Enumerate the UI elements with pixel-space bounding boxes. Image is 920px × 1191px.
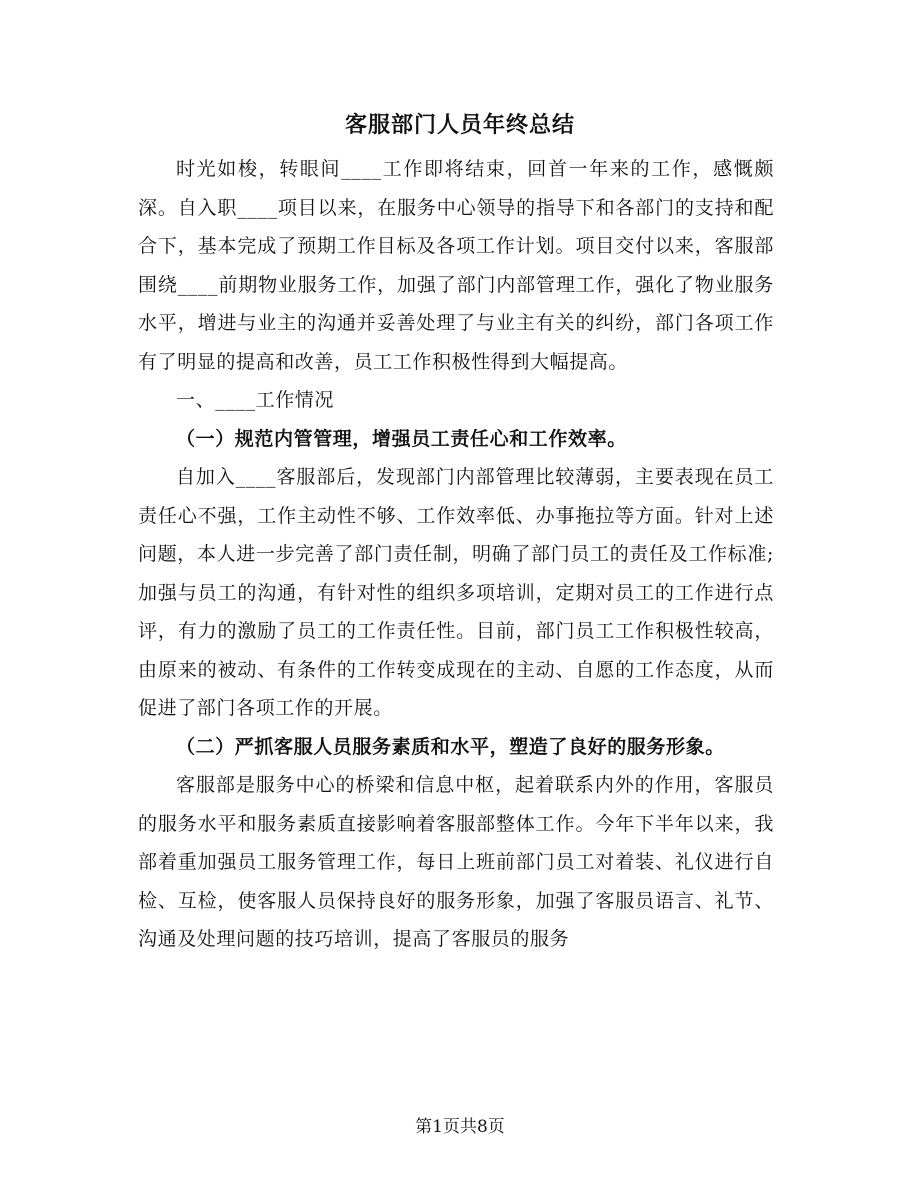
section-heading-1: 一、____工作情况 (176, 389, 335, 411)
document-title: 客服部门人员年终总结 (344, 112, 575, 138)
subsection-heading-1: （一）规范内管管理，增强员工责任心和工作效率。 (176, 427, 627, 450)
intro-paragraph: 时光如梭，转眼间____工作即将结束，回首一年来的工作，感慨颇深。自入职____项目以来，在服务中心领导的指导下和各部门的支持和配合下，基本完成了预期工作目标及各项工作计划。项目交付以来，客服部围绕____前期物业服务工作，加强了部门内部管理工作，强化了物业服务水平，增进与业主的沟通并妥善处理了与业主有关的纠纷，部门各项工作有了明显的提高和改善，员工工作积极性得到大幅提高。 (138, 158, 774, 373)
page-number-footer: 第1页共8页 (415, 1117, 505, 1137)
subsection-heading-2: （二）严抓客服人员服务素质和水平，塑造了良好的服务形象。 (176, 735, 725, 758)
document-body (138, 150, 774, 959)
subsection-paragraph-1: 自加入____客服部后，发现部门内部管理比较薄弱，主要表现在员工责任心不强，工作主动性不够、工作效率低、办事拖拉等方面。针对上述问题，本人进一步完善了部门责任制，明确了部门员工的责任及工作标准;加强与员工的沟通，有针对性的组织多项培训，定期对员工的工作进行点评，有力的激励了员工的工作责任性。目前，部门员工工作积极性较高，由原来的被动、有条件的工作转变成现在的主动、自愿的工作态度，从而促进了部门各项工作的开展。 (138, 466, 774, 719)
subsection-paragraph-2: 客服部是服务中心的桥梁和信息中枢，起着联系内外的作用，客服员的服务水平和服务素质直接影响着客服部整体工作。今年下半年以来，我部着重加强员工服务管理工作，每日上班前部门员工对着装、礼仪进行自检、互检，使客服人员保持良好的服务形象，加强了客服员语言、礼节、沟通及处理问题的技巧培训，提高了客服员的服务 (138, 774, 774, 950)
